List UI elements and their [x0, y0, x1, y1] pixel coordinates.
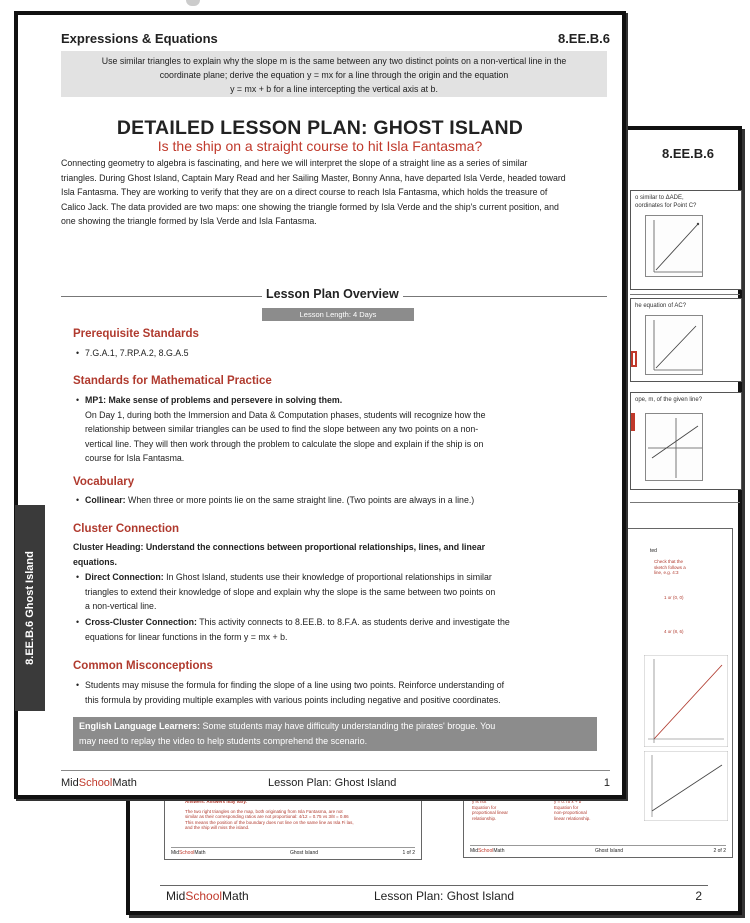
smp-item: • MP1: Make sense of problems and persevere in solving them. On Day 1, during both the Immersion and Data & Computation phases, students will recognize how the relationship between similar triangles can be used to find the slope between any two points on a non- vertical line. They will then work through the problem to calculate the slope and explain if the ship is on course for Isla Fantasma.	[76, 395, 486, 464]
footer-title: Lesson Plan: Ghost Island	[374, 889, 515, 903]
domain-title: Expressions & Equations	[61, 31, 218, 46]
mini-sheet-left	[164, 794, 422, 860]
prereq-heading: Prerequisite Standards	[73, 328, 199, 340]
question-3-text: ope, m, of the given line?	[635, 397, 703, 403]
side-tab-label: 8.EE.B.6 Ghost Island	[24, 551, 36, 665]
ell-note: English Language Learners: Some students may have difficulty understanding the pirates' brogue. You may need to replay the video to help students comprehend the scenario.	[73, 717, 597, 751]
answer-notes: y = 0.75 x + b Equation for non-proportional linear relationship.	[554, 799, 591, 821]
cross-cluster-connection: • Cross-Cluster Connection: This activity connects to 8.EE.B. to 8.F.A. as students derive and investigate the equations for linear functions in the form y = mx + b.	[76, 617, 510, 642]
page-title: DETAILED LESSON PLAN: GHOST ISLAND	[116, 117, 524, 139]
standard-code: 8.EE.B.6	[557, 31, 610, 46]
page-number: 2	[695, 889, 702, 903]
intro-paragraph: Connecting geometry to algebra is fascinating, and here we will interpret the slope of a straight line as a series of similar triangles. During Ghost Island, Captain Mary Read and her Sailing Master, Bonny Anna, have departed Isla Verde, headed toward Isla Fantasma. They are working to verify that they are on a direct course to reach Isla Fantasma, which holds the treasure of Calico Jack. The data provided are two maps: one showing the triangle formed by Isla Verde and the ship's current position, and one showing the triangle formed by Isla Verde and Isla Fantasma.	[61, 158, 566, 227]
separator	[630, 294, 740, 295]
page-2-footer	[160, 885, 708, 903]
question-1-text: o similar to ΔADE,	[635, 195, 684, 201]
misconceptions-heading: Common Misconceptions	[73, 660, 213, 672]
question-cell-1	[630, 190, 742, 290]
page-1-footer	[61, 770, 610, 788]
separator	[630, 502, 740, 503]
vocab-item: • Collinear: When three or more points lie on the same straight line. (Two points are always in a line.)	[76, 495, 475, 505]
cluster-heading-text: Cluster Heading: Understand the connections between proportional relationships, lines, and linear equations.	[73, 542, 486, 567]
page-1	[14, 11, 626, 799]
brand-logo: MidSchoolMath	[61, 777, 137, 789]
mini-graph-1	[645, 215, 703, 277]
direct-connection: • Direct Connection: In Ghost Island, students use their knowledge of proportional relationships in similar triangles to extend their knowledge of slope and explain why the slope is the same between two points on a non-vertical line.	[76, 572, 496, 612]
answer-note: 4 or (8, 6)	[664, 629, 684, 634]
answer-note: 1 or (0, 0)	[664, 595, 684, 600]
page-subtitle: Is the ship on a straight course to hit Isla Fantasma?	[157, 138, 483, 154]
mini-sheet-footer: MidSchoolMath Ghost Island 2 of 2	[470, 845, 726, 854]
lesson-length-badge: Lesson Length: 4 Days	[262, 308, 414, 321]
footer-title: Lesson Plan: Ghost Island	[268, 777, 397, 789]
overview-title: Lesson Plan Overview	[262, 287, 403, 301]
answer-text: Answers: Answers may vary. The two right triangles on the map, both originating from Isla Fantasma, are not similar as their corresponding ratios are not proportional: 4/12 = 0.75 vs 3/8 = 0.86 This means the position of the boundary does not line on the same line as Isla Fi las, and the ship will miss the island.	[185, 799, 354, 830]
vocab-heading: Vocabulary	[73, 476, 135, 488]
question-1-text: oordinates for Point C?	[635, 203, 697, 209]
answer-box-red	[631, 413, 635, 431]
question-cell-2	[630, 298, 742, 382]
question-cell-3	[630, 392, 742, 490]
top-decoration	[186, 0, 200, 6]
side-tab	[15, 505, 45, 711]
question-2-text: he equation of AC?	[635, 303, 687, 309]
page-2-standard-code: 8.EE.B.6	[662, 146, 715, 161]
answer-notes: Check that the sketch follows a line, e.g. 4:3	[654, 559, 686, 575]
smp-heading: Standards for Mathematical Practice	[73, 375, 272, 387]
answer-box-red	[631, 351, 637, 367]
mini-graph-3	[645, 413, 703, 481]
mini-graph-5	[644, 751, 728, 821]
prereq-item: • 7.G.A.1, 7.RP.A.2, 8.G.A.5	[76, 348, 189, 358]
page-number: 1	[603, 777, 610, 789]
cluster-heading: Cluster Connection	[73, 523, 180, 535]
mini-graph-2	[645, 315, 703, 375]
standard-description: Use similar triangles to explain why the slope m is the same between any two distinct points on a non-vertical line in the coordinate plane; derive the equation y = mx for a line through the origin and the equation y = mx + b for a line intercepting the vertical axis at b.	[61, 51, 607, 97]
misconception-item: • Students may misuse the formula for finding the slope of a line using two points. Reinforce understanding of this formula by providing multiple examples with various points including negative and positive coordinates.	[76, 680, 505, 705]
brand-logo: MidSchoolMath	[166, 889, 249, 903]
sheet-header-fragment: ted	[650, 548, 657, 554]
answer-notes: y is not Equation for proportional linear relationship.	[472, 799, 509, 821]
mini-graph-4	[644, 655, 728, 747]
mini-sheet-footer: MidSchoolMath Ghost Island 1 of 2	[171, 847, 415, 856]
